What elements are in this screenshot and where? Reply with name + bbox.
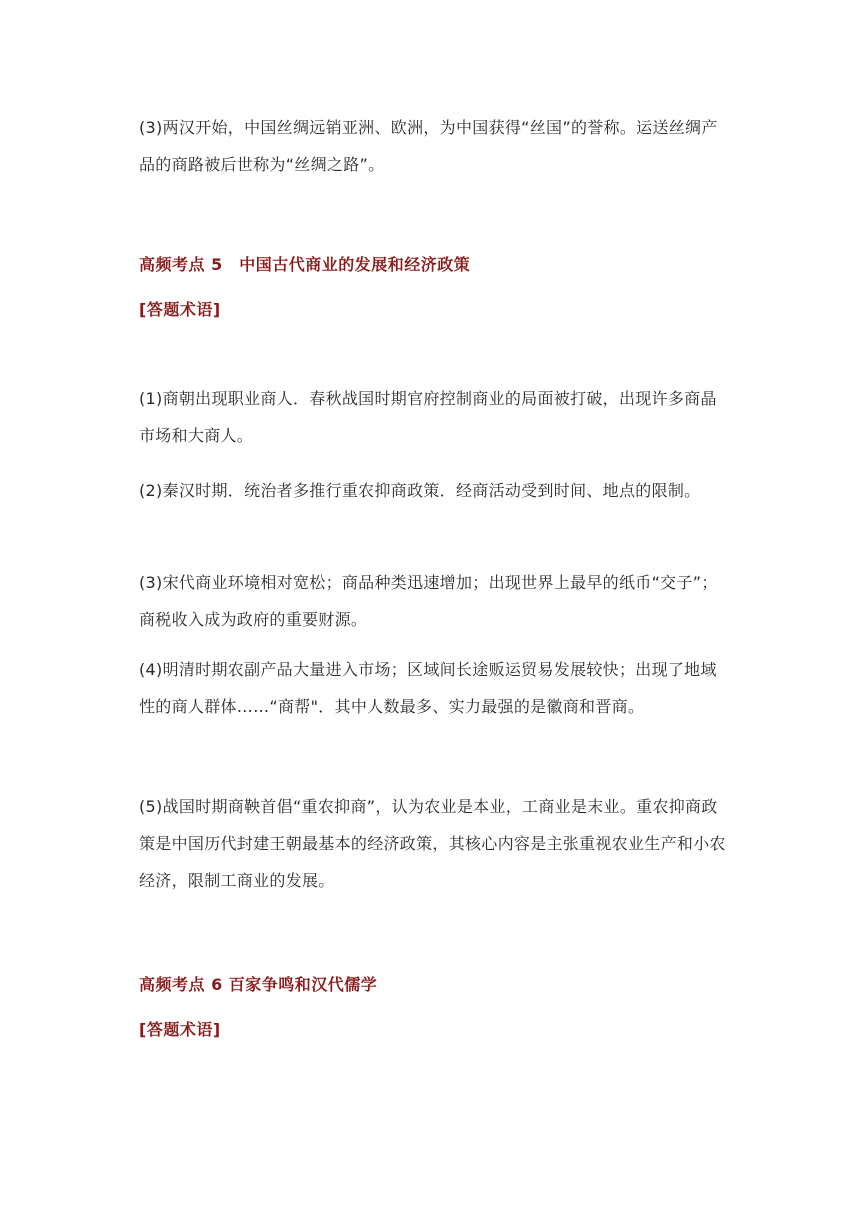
section-heading-5: 高频考点 5 中国古代商业的发展和经济政策 [139, 255, 471, 274]
answer-terms-label-2: [答题术语] [139, 1020, 221, 1039]
paragraph-point-5: (5)战国时期商鞅首倡“重农抑商”，认为农业是本业，工商业是末业。重农抑商政策是中国历代封建王朝最基本的经济政策，其核心内容是主张重视农业生产和小农经济，限制工商业的发展。 [139, 797, 726, 890]
answer-terms-label: [答题术语] [139, 300, 221, 319]
paragraph-point-3: (3)宋代商业环境相对宽松；商品种类迅速增加；出现世界上最早的纸币“交子”；商税收入成为政府的重要财源。 [139, 573, 718, 629]
paragraph-silk-road: (3)两汉开始，中国丝绸远销亚洲、欧洲，为中国获得“丝国”的誉称。运送丝绸产品的商路被后世称为“丝绸之路”。 [139, 118, 718, 174]
section-heading-6: 高频考点 6 百家争鸣和汉代儒学 [139, 975, 378, 994]
paragraph-point-4: (4)明清时期农副产品大量进入市场；区域间长途贩运贸易发展较快；出现了地域性的商人群体……“商帮"．其中人数最多、实力最强的是徽商和晋商。 [139, 660, 717, 716]
paragraph-point-1: (1)商朝出现职业商人．春秋战国时期官府控制商业的局面被打破，出现许多商晶市场和大商人。 [139, 389, 717, 445]
paragraph-point-2: (2)秦汉时期．统治者多推行重农抑商政策．经商活动受到时间、地点的限制。 [139, 481, 701, 500]
